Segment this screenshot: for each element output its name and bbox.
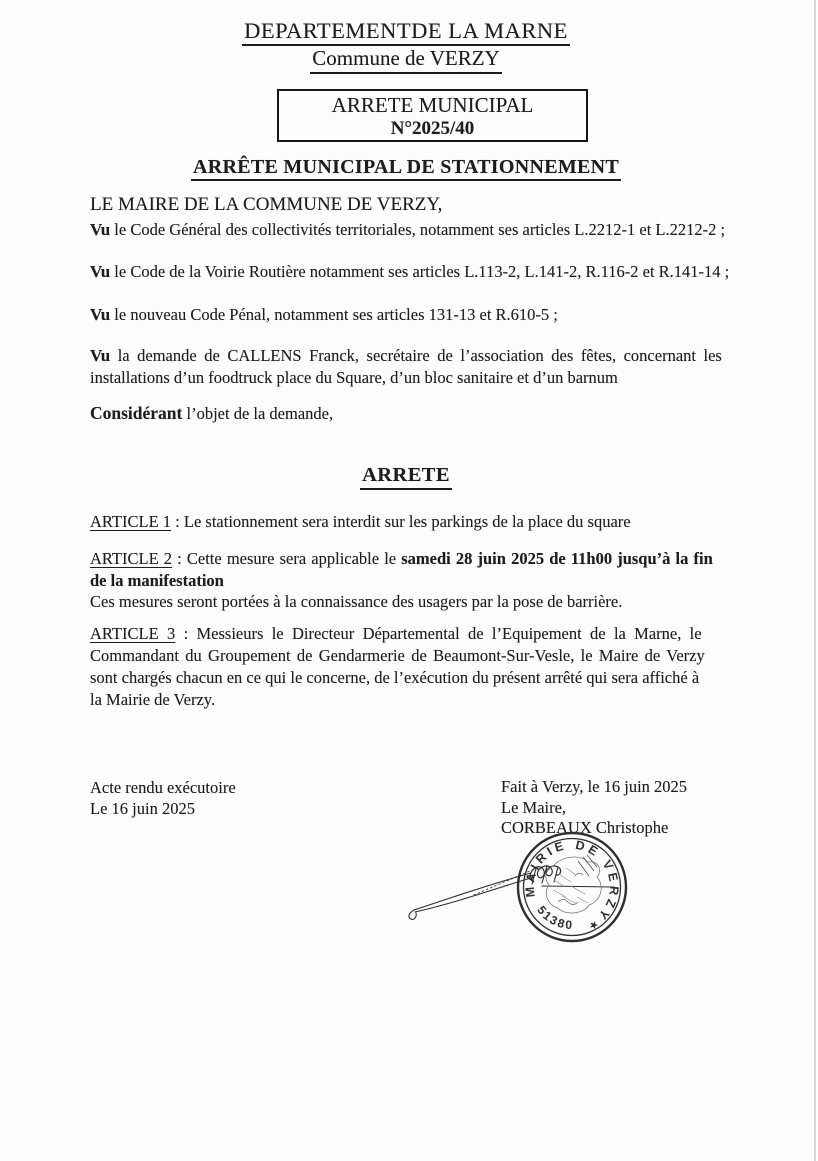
vu-paragraph-4 — [90, 345, 722, 389]
article-2-bold-date: samedi 28 juin 2025 de 11h00 jusqu’à la fin — [401, 549, 713, 568]
stamp-crest — [546, 855, 601, 913]
article-3-line1 — [90, 623, 705, 645]
considerant-paragraph — [90, 403, 333, 424]
article-separator: : — [175, 624, 197, 643]
vu-text: le Code de la Voirie Routière notamment ses articles L.113-2, L.141-2, R.116-2 et R.141-14 ; — [114, 262, 730, 281]
article-separator: : — [171, 512, 184, 531]
article-separator: : — [172, 549, 187, 568]
executory-line2: Le 16 juin 2025 — [90, 799, 195, 818]
stamp-postal-code: 51380 — [534, 903, 575, 933]
article-3 — [90, 623, 705, 711]
stamp-ring-text: MAIRIE DE VERZY — [522, 837, 622, 924]
article-2-lead: Cette mesure sera applicable le — [186, 549, 397, 568]
article-2 — [90, 548, 713, 613]
vu-label: Vu — [90, 220, 111, 239]
header-commune-text: Commune de VERZY — [310, 47, 501, 74]
article-3-line4: la Mairie de Verzy. — [90, 690, 216, 709]
vu-text: le Code Général des collectivités territoriales, notamment ses articles L.2212-1 et L.2212-2 ; — [114, 220, 726, 239]
document-title-text: ARRÊTE MUNICIPAL DE STATIONNEMENT — [191, 156, 621, 181]
document-title — [0, 156, 812, 181]
article-3-line2: Commandant du Groupement de Gendarmerie de Beaumont-Sur-Vesle, le Maire de Verzy — [90, 646, 705, 665]
decision-heading-text: ARRETE — [360, 464, 452, 490]
vu-text: la demande de CALLENS Franck, secrétaire de l’association des fêtes, concernant les — [117, 346, 722, 365]
article-1-text: Le stationnement sera interdit sur les parkings de la place du square — [183, 512, 631, 531]
opening-line: LE MAIRE DE LA COMMUNE DE VERZY, — [90, 194, 443, 215]
stamp-star-icon: ★ — [587, 918, 601, 933]
header-department — [0, 18, 812, 46]
article-3-line3: sont chargés chacun en ce qui le concerne, de l’exécution du présent arrêté qui sera affiché à — [90, 668, 700, 687]
stamp-and-signature-area — [390, 824, 670, 964]
header-commune — [0, 46, 812, 74]
considerant-label: Considérant — [90, 403, 183, 423]
article-2-line1 — [90, 548, 713, 570]
decree-number-box — [277, 89, 588, 142]
vu-label: Vu — [90, 346, 111, 365]
vu-paragraph-2 — [90, 261, 729, 282]
vu-paragraph-4-line2: installations d’un foodtruck place du Square, d’un bloc sanitaire et d’un barnum — [90, 368, 618, 387]
decree-box-number: N°2025/40 — [390, 118, 475, 139]
signature-role: Le Maire, — [501, 797, 567, 817]
header-department-text: DEPARTEMENTDE LA MARNE — [242, 18, 570, 46]
signature-name: CORBEAUX Christophe — [501, 818, 669, 837]
article-3-text: Messieurs le Directeur Départemental de l’Equipement de la Marne, le — [196, 624, 702, 643]
executory-line1: Acte rendu exécutoire — [90, 778, 236, 797]
vu-paragraph-1 — [90, 219, 725, 240]
article-2-note: Ces mesures seront portées à la connaissance des usagers par la pose de barrière. — [90, 592, 623, 611]
considerant-text: l’objet de la demande, — [186, 404, 334, 423]
executory-block — [90, 777, 236, 819]
vu-paragraph-3 — [90, 304, 558, 325]
decision-heading — [0, 464, 812, 490]
vu-text: le nouveau Code Pénal, notamment ses articles 131-13 et R.610-5 ; — [114, 305, 558, 324]
article-1-label: ARTICLE 1 — [90, 512, 172, 531]
vu-label: Vu — [90, 262, 111, 281]
signature-place-date: Fait à Verzy, le 16 juin 2025 — [501, 777, 688, 796]
article-2-label: ARTICLE 2 — [90, 549, 173, 568]
article-3-label: ARTICLE 3 — [90, 624, 176, 643]
article-1 — [90, 511, 631, 532]
vu-label: Vu — [90, 305, 111, 324]
decree-box-title: ARRETE MUNICIPAL — [331, 93, 534, 117]
article-2-line2: de la manifestation — [90, 570, 224, 590]
vu-paragraph-4-line1 — [90, 345, 722, 367]
mairie-stamp — [518, 833, 626, 941]
scan-edge-artifact — [814, 0, 816, 1161]
